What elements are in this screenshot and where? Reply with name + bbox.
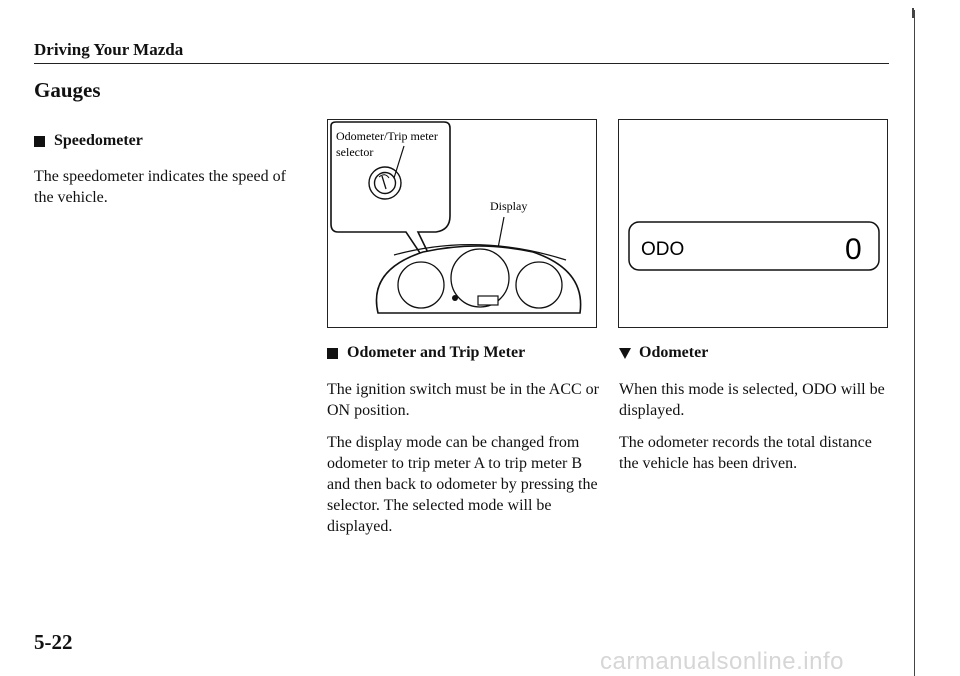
odometer-trip-paragraph-2: The display mode can be changed from odometer to trip meter A to trip meter B and then back to odometer by pressing the selector. The selected mode will be displayed. [327, 434, 598, 535]
instrument-cluster-figure [327, 119, 597, 328]
odometer-heading [619, 344, 708, 362]
header-rule [34, 63, 889, 64]
display-label: Display [490, 199, 528, 213]
odometer-trip-paragraph-1: The ignition switch must be in the ACC or ON position. [327, 381, 599, 419]
triangle-bullet-icon [619, 348, 631, 359]
speedometer-heading-text: Speedometer [54, 132, 143, 149]
selector-dot [452, 295, 458, 301]
square-bullet-icon [327, 348, 338, 359]
odometer-display-window [478, 296, 498, 305]
odometer-heading-text: Odometer [639, 344, 709, 361]
odometer-trip-heading-text: Odometer and Trip Meter [347, 344, 526, 361]
page-title: Gauges [34, 78, 101, 102]
watermark-text: carmanualsonline.info [600, 648, 844, 675]
callout-line-1: Odometer/Trip meter [336, 129, 438, 143]
lcd-odo-value: 0 [845, 233, 862, 266]
speedometer-text: The speedometer indicates the speed of the vehicle. [34, 168, 286, 206]
running-head: Driving Your Mazda [34, 40, 184, 59]
instrument-cluster-illustration [328, 120, 596, 327]
odometer-trip-heading [327, 344, 525, 362]
odometer-paragraph-1: When this mode is selected, ODO will be displayed. [619, 381, 885, 419]
lcd-display-illustration [619, 120, 887, 327]
speedometer-heading [34, 132, 143, 150]
lcd-odo-label: ODO [641, 239, 685, 260]
page-edge-rule [914, 10, 915, 676]
callout-line-2: selector [336, 145, 374, 159]
odometer-paragraph-2: The odometer records the total distance the vehicle has been driven. [619, 434, 872, 472]
square-bullet-icon [34, 136, 45, 147]
odometer-display-figure [618, 119, 888, 328]
page-number: 5-22 [34, 630, 73, 654]
